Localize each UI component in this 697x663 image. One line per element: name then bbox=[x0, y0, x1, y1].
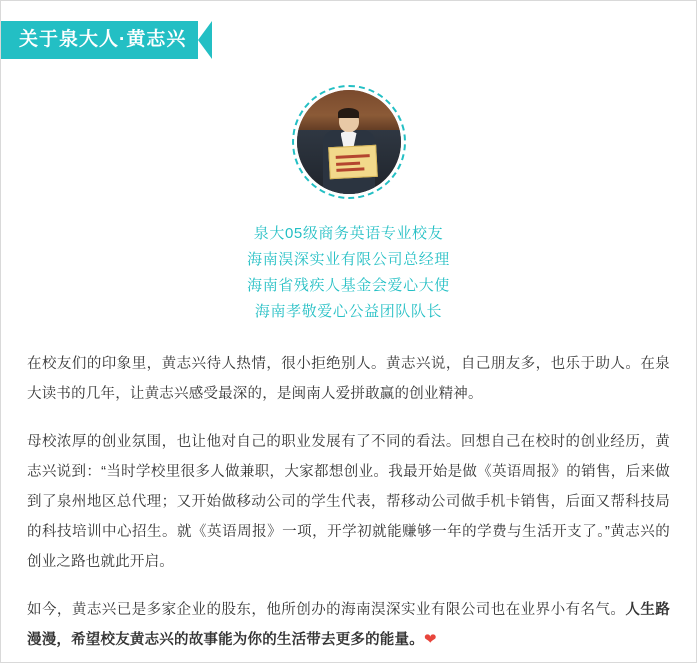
article-body bbox=[27, 349, 670, 655]
credential-list bbox=[1, 221, 696, 325]
credential-item: 泉大05级商务英语专业校友 bbox=[253, 225, 444, 242]
certificate-text-line bbox=[336, 167, 364, 171]
avatar-photo bbox=[297, 90, 401, 194]
certificate-text-line bbox=[335, 154, 369, 159]
credential-item: 海南淏深实业有限公司总经理 bbox=[247, 251, 450, 268]
credential-item: 海南省残疾人基金会爱心大使 bbox=[247, 277, 450, 294]
paragraph-final-lead: 如今，黄志兴已是多家企业的股东，他所创办的海南淏深实业有限公司也在业界小有名气。 bbox=[27, 602, 626, 618]
certificate-text-line bbox=[336, 162, 360, 166]
heart-icon: ❤ bbox=[423, 631, 437, 648]
paragraph: 母校浓厚的创业氛围，也让他对自己的职业发展有了不同的看法。回想自己在校时的创业经历，黄志兴说到：“当时学校里很多人做兼职，大家都想创业。我最开始是做《英语周报》的销售，后来做到了泉州地区总代理；又开始做移动公司的学生代表，帮移动公司做手机卡销售，后面又帮科技局的科技培训中心招生。就《英语周报》一项，开学初就能赚够一年的学费与生活开支了。”黄志兴的创业之路也就此开启。 bbox=[27, 434, 670, 570]
section-title-ribbon bbox=[1, 21, 212, 59]
avatar bbox=[292, 85, 406, 199]
photo-person-hair bbox=[338, 108, 359, 118]
header bbox=[1, 21, 696, 63]
photo-certificate bbox=[328, 145, 378, 179]
portrait-row bbox=[1, 85, 696, 199]
ribbon-notch-icon bbox=[198, 21, 212, 59]
credential-item: 海南孝敬爱心公益团队队长 bbox=[254, 303, 443, 320]
paragraph: 在校友们的印象里，黄志兴待人热情，很小拒绝别人。黄志兴说，自己朋友多，也乐于助人。在泉大读书的几年，让黄志兴感受最深的，是闽南人爱拼敢赢的创业精神。 bbox=[27, 356, 670, 402]
paragraph-final-bold: 人生路漫漫，希望校友黄志兴的故事能为你的生活带去更多的能量。 bbox=[27, 602, 670, 648]
paragraph-final bbox=[27, 595, 670, 655]
section-title-text: 关于泉大人·黄志兴 bbox=[19, 29, 187, 50]
